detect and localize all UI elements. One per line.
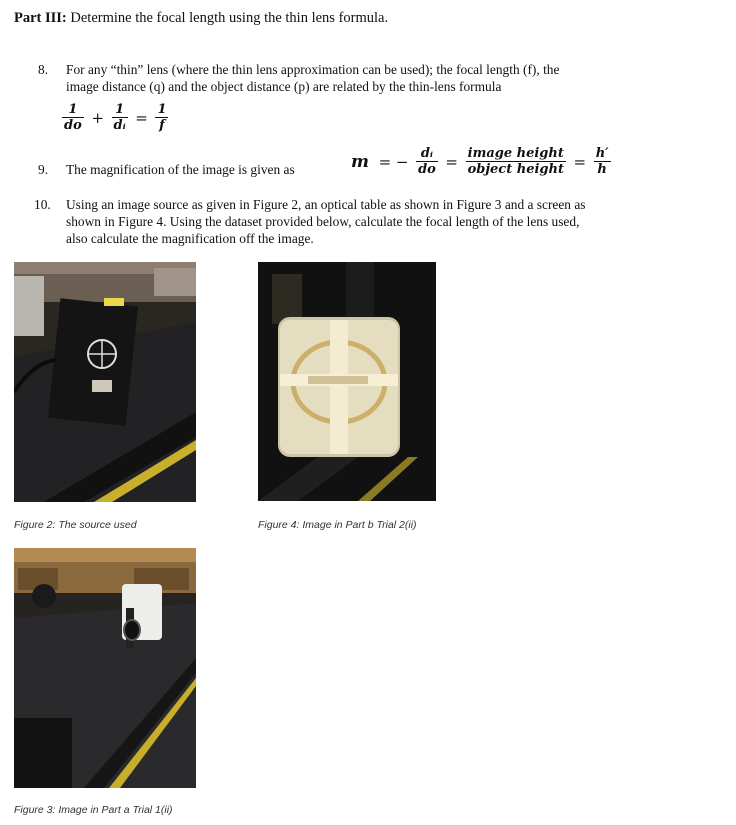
fraction-di-over-do: $\frac{\text{dᵢ}}{do}$	[418, 146, 436, 177]
figure-4-photo	[258, 262, 436, 501]
fraction-hprime-over-h: $\frac{h'}{h}$	[595, 146, 609, 177]
list-item-8	[38, 61, 706, 95]
fraction-1-over-do: $\frac{1}{do}$	[64, 102, 82, 133]
figure-2-caption: Figure 2: The source used	[14, 519, 137, 531]
part-heading-text: Determine the focal length using the thin lens formula.	[70, 10, 389, 26]
item-number: 10.	[34, 197, 51, 212]
item-8-line-2: image distance (q) and the object distance (p) are related by the thin-lens formula	[66, 79, 502, 94]
figure-4-caption: Figure 4: Image in Part b Trial 2(ii)	[258, 519, 417, 531]
part-heading	[14, 10, 388, 27]
item-9-text: The magnification of the image is given as	[66, 162, 295, 177]
figure-3-caption: Figure 3: Image in Part a Trial 1(ii)	[14, 804, 173, 816]
magnification-formula: m = − $\frac{\text{dᵢ}}{do}$ = $\frac{\text{image height}}{\text{object height}}$ = $\frac{h'}{h}$	[351, 146, 609, 177]
thin-lens-formula: $\frac{1}{do}$ + $\frac{1}{\text{dᵢ}}$ = $\frac{1}{f}$	[64, 102, 167, 133]
list-item-10	[34, 196, 706, 247]
figure-3-photo	[14, 548, 196, 788]
item-8-line-1: For any “thin” lens (where the thin lens approximation can be used); the focal length (f), the	[66, 62, 560, 77]
part-heading-label: Part III:	[14, 10, 67, 26]
figure-2-photo	[14, 262, 196, 502]
item-number: 8.	[38, 62, 49, 77]
item-10-line-3: also calculate the magnification off the image.	[66, 231, 314, 246]
item-number: 9.	[38, 162, 49, 177]
fraction-1-over-f: $\frac{1}{f}$	[157, 102, 167, 133]
fraction-image-over-object-height: $\frac{\text{image height}}{\text{object height}}$	[467, 146, 564, 177]
fraction-1-over-di: $\frac{1}{\text{dᵢ}}$	[113, 102, 126, 133]
item-10-line-1: Using an image source as given in Figure 2, an optical table as shown in Figure 3 and a screen as	[66, 197, 586, 212]
item-10-line-2: shown in Figure 4. Using the dataset provided below, calculate the focal length of the lens used,	[66, 214, 580, 229]
